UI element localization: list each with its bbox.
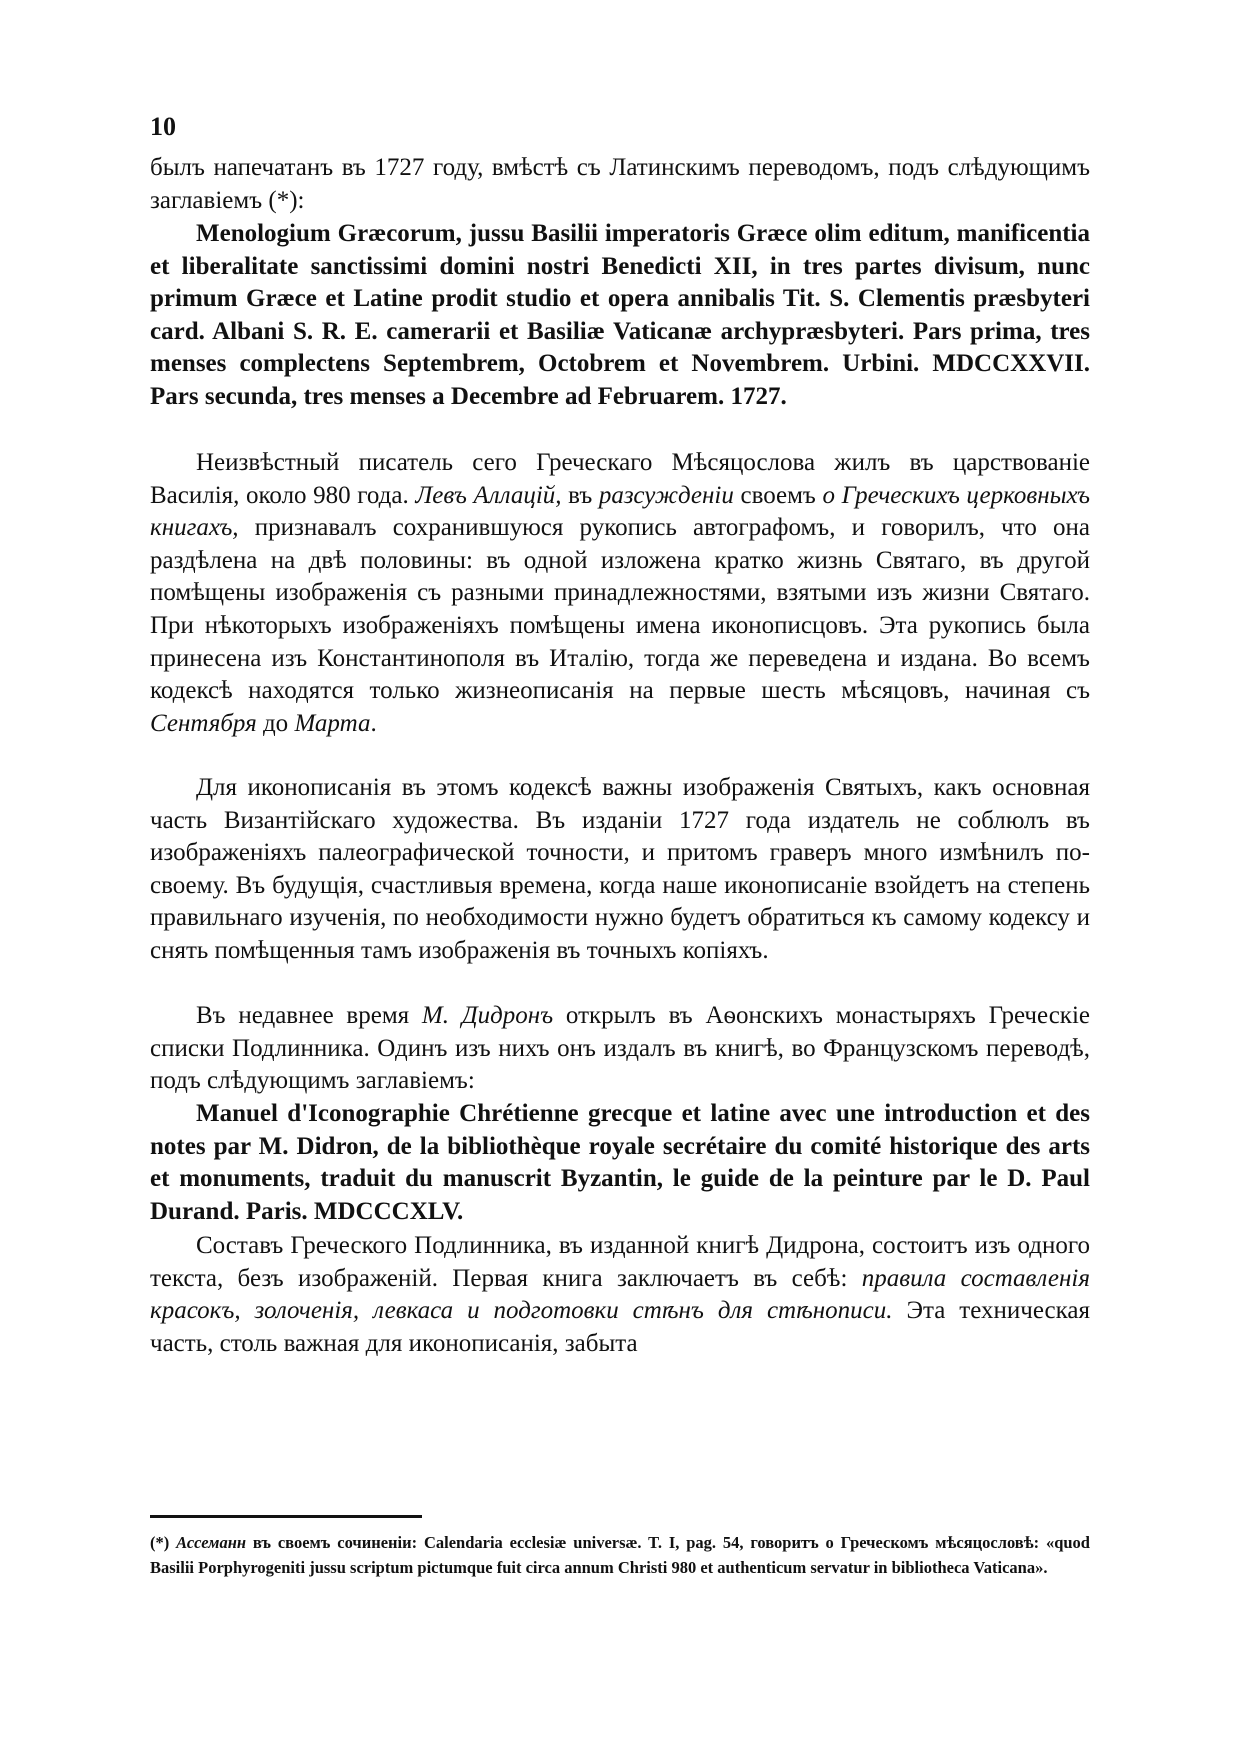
didron-text-a: Въ недавнее время: [196, 1002, 422, 1029]
page-number: 10: [150, 112, 176, 141]
menologium-text: Menologium Græcorum, jussu Basilii imperatoris Græce olim editum, manificentia et liberalitate sanctissimi domini nostri Benedicti XII, in tres partes divisum, nunc primum Græce et Latine prodit studio et opera annibalis Tit. S. Clementis præsbyteri card. Albani S. R. E. camerarii et Basiliæ Vaticanæ archypræsbyteri. Pars prima, tres menses complectens Septembrem, Octobrem et Novembrem. Urbini. MDCCXXVII. Pars secunda, tres menses a Decembre ad Februarem. 1727.: [150, 220, 1090, 410]
footnote-author: Ассеманн: [176, 1533, 247, 1552]
author-text-a: Неизвѣстный писатель сего Греческаго Мѣсяцослова жилъ въ царствованіе Василія, около 980 года.: [150, 449, 1090, 509]
paragraph-didron: [150, 1000, 1090, 1098]
composition-text-a: Составъ Греческого Подлинника, въ изданной книгѣ Дидрона, состоитъ изъ одного текста, безъ изображеній. Первая книга заключаетъ въ себѣ:: [150, 1232, 1090, 1292]
paragraph-composition: [150, 1230, 1090, 1360]
author-text-e: своемъ: [733, 481, 823, 509]
author-text-c: въ: [561, 481, 599, 509]
footnote-text: въ своемъ сочиненіи: Calendaria ecclesiæ universæ. T. I, pag. 54, говоритъ о Греческомъ мѣсяцословѣ: «quod Basilii Porphyrogeniti jussu scriptum pictumque fuit circa annum Christi 980 et authenticum servatur in bibliotheca Vaticana».: [150, 1533, 1090, 1577]
footnote: [150, 1530, 1090, 1580]
footnote-divider: [150, 1515, 422, 1518]
menologium-title: [150, 218, 1090, 414]
footnote-marker: (*): [150, 1533, 177, 1552]
author-book-title: о Греческихъ церковныхъ книгахъ,: [150, 481, 1091, 542]
composition-text-c: Эта техническая часть, столь важная для иконописанія, забыта: [150, 1297, 1091, 1357]
manuel-title: [150, 1098, 1090, 1228]
manuel-text: Manuel d'Iconographie Chrétienne grecque et latine avec une introduction et des notes par M. Didron, de la bibliothèque royale secrétaire du comité historique des arts et monuments, traduit du manuscrit Byzantin, le guide de la peinture par le D. Paul Durand. Paris. MDCCCXLV.: [150, 1100, 1090, 1225]
didron-text-c: открылъ въ Аѳонскихъ монастыряхъ Греческіе списки Подлинника. Одинъ изъ нихъ онъ издалъ въ книгѣ, во Французскомъ переводѣ, подъ слѣдующимъ заглавіемъ:: [150, 1002, 1090, 1095]
author-text-k: .: [370, 709, 377, 737]
paragraph-intro: [150, 152, 1090, 217]
author-text-g: признавалъ сохранившуюся рукопись автографомъ, и говорилъ, что она раздѣлена на двѣ половины: въ одной изложена кратко жизнь Святаго, въ другой помѣщены изображенія съ разными принадлежностями, взятыми изъ жизни Святаго. При нѣкоторыхъ изображеніяхъ помѣщены имена иконописцовъ. Эта рукопись была принесена изъ Константинополя въ Италію, тогда же переведена и издана. Во всемъ кодексѣ находятся только жизнеописанія на первые шесть мѣсяцовъ, начиная съ: [150, 514, 1090, 705]
paragraph-iconography: [150, 772, 1090, 968]
intro-text: былъ напечатанъ въ 1727 году, вмѣстѣ съ Латинскимъ переводомъ, подъ слѣдующимъ заглавіемъ (*):: [150, 154, 1090, 214]
author-treatise: разсужденіи: [598, 481, 734, 509]
iconography-text: Для иконописанія въ этомъ кодексѣ важны изображенія Святыхъ, какъ основная часть Византійскаго художества. Въ изданіи 1727 года издатель не соблюлъ въ изображеніяхъ палеографической точности, и притомъ граверъ много измѣнилъ по-своему. Въ будущія, счастливыя времена, когда наше иконописаніе взойдетъ на степень правильнаго изученія, по необходимости нужно будетъ обратиться къ самому кодексу и снять помѣщенныя тамъ изображенія въ точныхъ копіяхъ.: [150, 774, 1090, 964]
month-september: Сентября: [150, 709, 257, 737]
month-march: Марта: [294, 709, 371, 737]
composition-rules: правила составленія красокъ, золоченія, левкаса и подготовки стѣнъ для стѣнописи.: [150, 1264, 1090, 1325]
paragraph-author: [150, 447, 1090, 740]
author-name-allatius: Левъ Аллацій,: [415, 481, 562, 509]
author-text-i: до: [256, 709, 295, 737]
didron-name: М. Дидронъ: [421, 1002, 554, 1029]
